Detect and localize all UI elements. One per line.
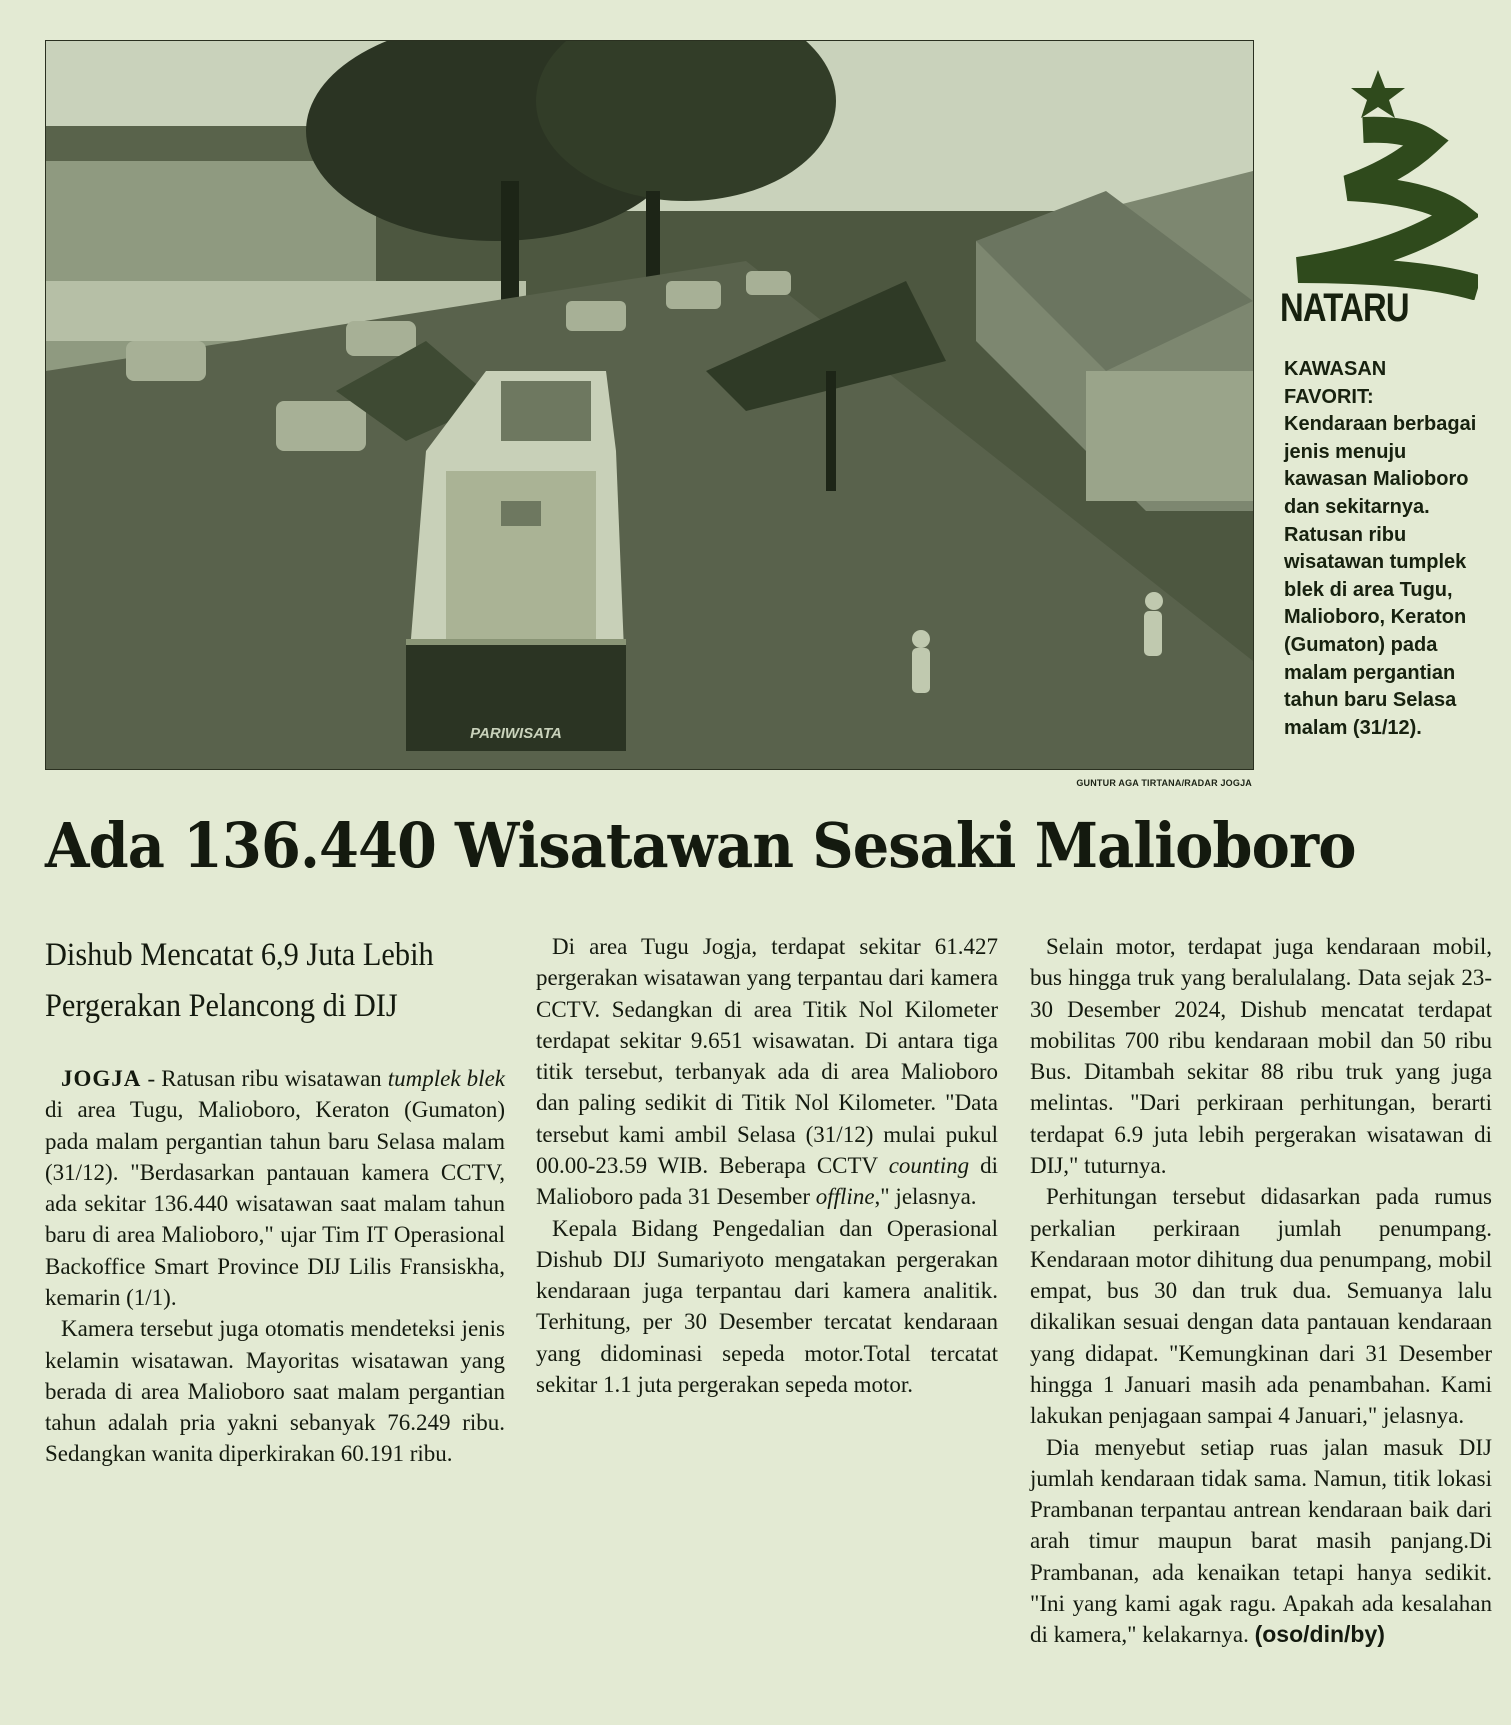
paragraph-6: Perhitungan tersebut didasarkan pada rumus perkalian perkiraan jumlah penumpang. Kendaraan motor dihitung dua penumpang, mobil empat, bus 30 dan truk dua. Semuanya lalu dikalikan sesuai dengan data pantauan kendaraan yang didapat. "Kemungkinan dari 31 Desember hingga 1 Januari masih ada penambahan. Kami lakukan penjagaan sampai 4 Januari," jelasnya.	[1030, 1184, 1492, 1429]
p3-b: di Malioboro pada 31 Desember	[536, 1152, 999, 1210]
news-photo	[45, 40, 1254, 770]
rubric-label: NATARU	[1280, 286, 1409, 330]
paragraph-4: Kepala Bidang Pengedalian dan Operasional Dishub DIJ Sumariyoto mengatakan pergerakan kendaraan juga terpantau dari kamera analitik. Terhitung, per 30 Desember tercatat kendaraan yang didominasi sepeda motor.Total tercatat sekitar 1.1 juta pergerakan sepeda motor.	[536, 1215, 998, 1397]
p1-b: di area Tugu, Malioboro, Keraton (Gumaton) pada malam pergantian tahun baru Selasa malam (31/12). "Berdasarkan pantauan kamera CCTV, ada sekitar 136.440 wisatawan saat malam tahun baru di area Malioboro," ujar Tim IT Operasional Backoffice Smart Province DIJ Lilis Fransiskha, kemarin (1/1).	[45, 1097, 505, 1310]
p1-a: - Ratusan ribu wisatawan	[141, 1066, 388, 1091]
paragraph-1	[45, 1063, 505, 1313]
caption-heading-1: KAWASAN	[1284, 358, 1387, 380]
headline: Ada 136.440 Wisatawan Sesaki Malioboro	[45, 809, 1356, 882]
subheadline: Dishub Mencatat 6,9 Juta Lebih Pergerakan Pelancong di DIJ	[45, 937, 434, 1024]
signoff: (oso/din/by)	[1254, 1621, 1385, 1648]
christmas-tree-icon	[1278, 70, 1478, 300]
paragraph-5: Selain motor, terdapat juga kendaraan mobil, bus hingga truk yang beralulalang. Data sejak 23-30 Desember 2024, Dishub mencatat terdapat mobilitas 700 ribu kendaraan mobil dan 50 ribu Bus. Ditambah sekitar 88 ribu truk yang juga melintas. "Dari perkiraan perhitungan, berarti terdapat 6.9 juta lebih pergerakan wisatawan di DIJ," tuturnya.	[1030, 934, 1492, 1178]
paragraph-2: Kamera tersebut juga otomatis mendeteksi jenis kelamin wisatawan. Mayoritas wisatawan yang berada di area Malioboro saat malam pergantian tahun adalah pria yakni sebanyak 76.249 ribu. Sedangkan wanita diperkirakan 60.191 ribu.	[45, 1316, 505, 1467]
caption-text: Kendaraan berbagai jenis menuju kawasan Malioboro dan sekitarnya. Ratusan ribu wisatawan tumplek blek di area Tugu, Malioboro, Keraton (Gumaton) pada malam pergantian tahun baru Selasa malam (31/12).	[1284, 413, 1477, 739]
article-column-3	[1030, 931, 1492, 1650]
p3-a: Di area Tugu Jogja, terdapat sekitar 61.427 pergerakan wisatawan yang terpantau dari kamera CCTV. Sedangkan di area Titik Nol Kilometer terdapat sekitar 9.651 wisawatan. Di antara tiga titik tersebut, terbanyak ada di area Malioboro dan paling sedikit di Titik Nol Kilometer. "Data tersebut kami ambil Selasa (31/12) mulai pukul 00.00-23.59 WIB. Beberapa CCTV	[536, 934, 998, 1178]
article-column-1	[45, 1063, 505, 1470]
p3-emphasis-1: counting	[888, 1152, 970, 1178]
article-column-2	[536, 931, 998, 1400]
photo-caption	[1284, 356, 1494, 742]
caption-heading-2: FAVORIT:	[1284, 385, 1374, 408]
paragraph-3	[536, 931, 998, 1213]
dateline: JOGJA	[61, 1066, 142, 1091]
p3-c: ," jelasnya.	[874, 1184, 977, 1210]
p7-text: Dia menyebut setiap ruas jalan masuk DIJ jumlah kendaraan tidak sama. Namun, titik lokasi Prambanan terpantau antrean kendaraan baik dari arah timur maupun barat masih panjang.Di Prambanan, ada kenaikan tetapi hanya sedikit. "Ini yang kami agak ragu. Apakah ada kesalahan di kamera," kelakarnya.	[1030, 1434, 1492, 1648]
photo-credit: GUNTUR AGA TIRTANA/RADAR JOGJA	[1076, 778, 1252, 788]
bus-label: PARIWISATA	[470, 725, 562, 742]
paragraph-7	[1030, 1432, 1492, 1651]
p3-emphasis-2: offline	[815, 1184, 875, 1210]
street-scene-illustration	[46, 41, 1253, 769]
p1-emphasis: tumplek blek	[387, 1066, 505, 1091]
